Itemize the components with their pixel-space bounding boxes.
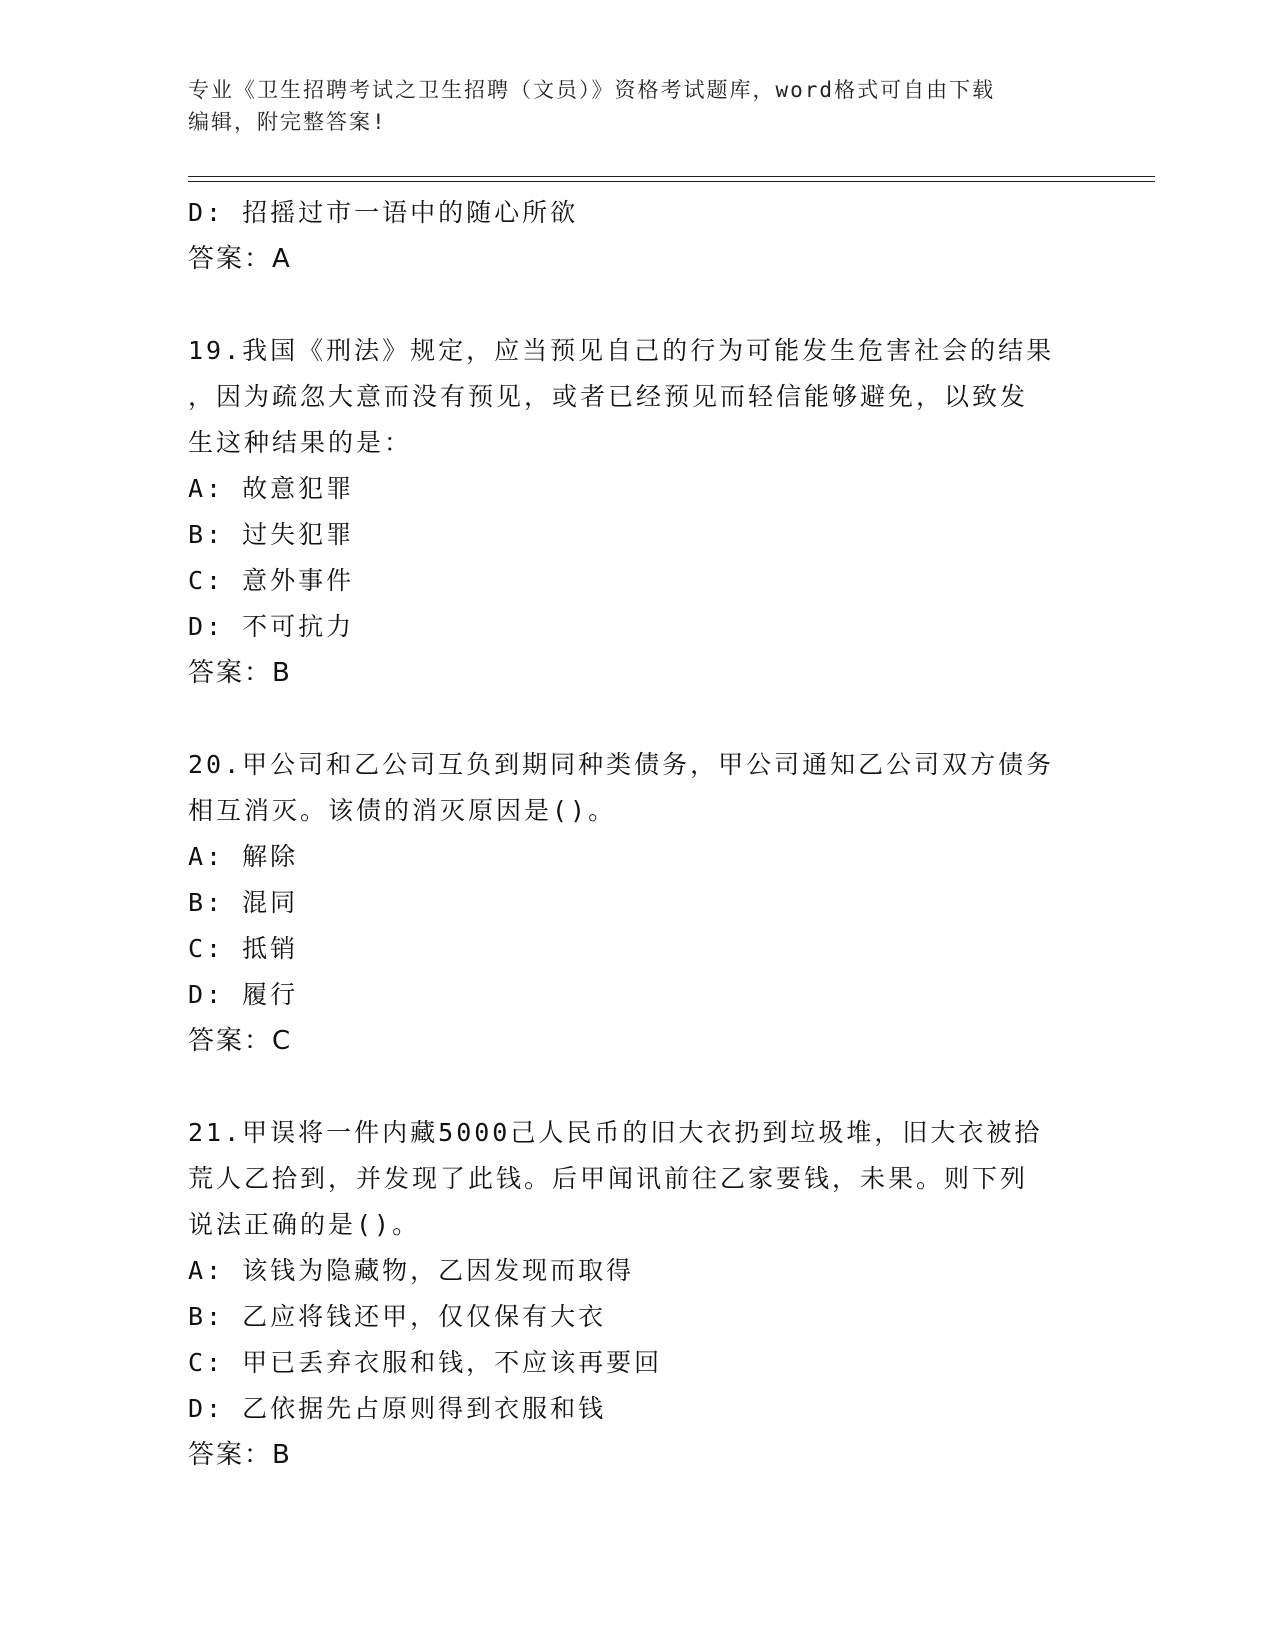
question-19-option-b: B: 过失犯罪 <box>188 520 355 549</box>
question-19-option-c: C: 意外事件 <box>188 566 355 595</box>
question-21-line-3: 说法正确的是()。 <box>188 1210 421 1239</box>
question-20 <box>188 742 1088 1064</box>
question-20-option-d: D: 履行 <box>188 980 299 1009</box>
prev-answer: 答案：A <box>188 244 292 274</box>
question-21-option-d: D: 乙依据先占原则得到衣服和钱 <box>188 1394 607 1423</box>
question-19-option-a: A: 故意犯罪 <box>188 474 355 503</box>
question-20-line-1: 20.甲公司和乙公司互负到期同种类债务，甲公司通知乙公司双方债务 <box>188 750 1055 779</box>
header-divider-bottom <box>188 181 1155 182</box>
question-21-option-a: A: 该钱为隐藏物，乙因发现而取得 <box>188 1256 635 1285</box>
document-header <box>188 74 1108 138</box>
question-21-option-b: B: 乙应将钱还甲，仅仅保有大衣 <box>188 1302 607 1331</box>
header-line-1: 专业《卫生招聘考试之卫生招聘（文员）》资格考试题库，word格式可自由下载 <box>188 78 996 102</box>
question-21-line-2: 荒人乙拾到，并发现了此钱。后甲闻讯前往乙家要钱，未果。则下列 <box>188 1164 1029 1193</box>
question-20-answer: 答案：C <box>188 1026 293 1056</box>
question-19-line-2: ，因为疏忽大意而没有预见，或者已经预见而轻信能够避免，以致发 <box>188 382 1029 411</box>
question-19-line-3: 生这种结果的是： <box>188 428 413 457</box>
question-20-option-c: C: 抵销 <box>188 934 299 963</box>
question-20-option-b: B: 混同 <box>188 888 299 917</box>
question-21-line-1: 21.甲误将一件内藏5000己人民币的旧大衣扔到垃圾堆，旧大衣被拾 <box>188 1118 1043 1147</box>
question-21-option-c: C: 甲已丢弃衣服和钱，不应该再要回 <box>188 1348 663 1377</box>
question-19-option-d: D: 不可抗力 <box>188 612 355 641</box>
question-20-line-2: 相互消灭。该债的消灭原因是()。 <box>188 796 617 825</box>
question-20-option-a: A: 解除 <box>188 842 299 871</box>
prev-option-d: D: 招摇过市一语中的随心所欲 <box>188 198 579 227</box>
question-list <box>188 190 1088 1478</box>
header-line-2: 编辑，附完整答案! <box>188 110 387 134</box>
question-19-line-1: 19.我国《刑法》规定，应当预见自己的行为可能发生危害社会的结果 <box>188 336 1055 365</box>
question-19-answer: 答案：B <box>188 658 292 688</box>
header-divider-top <box>188 176 1155 177</box>
question-19 <box>188 328 1088 696</box>
question-21 <box>188 1110 1088 1478</box>
question-21-answer: 答案：B <box>188 1440 292 1470</box>
